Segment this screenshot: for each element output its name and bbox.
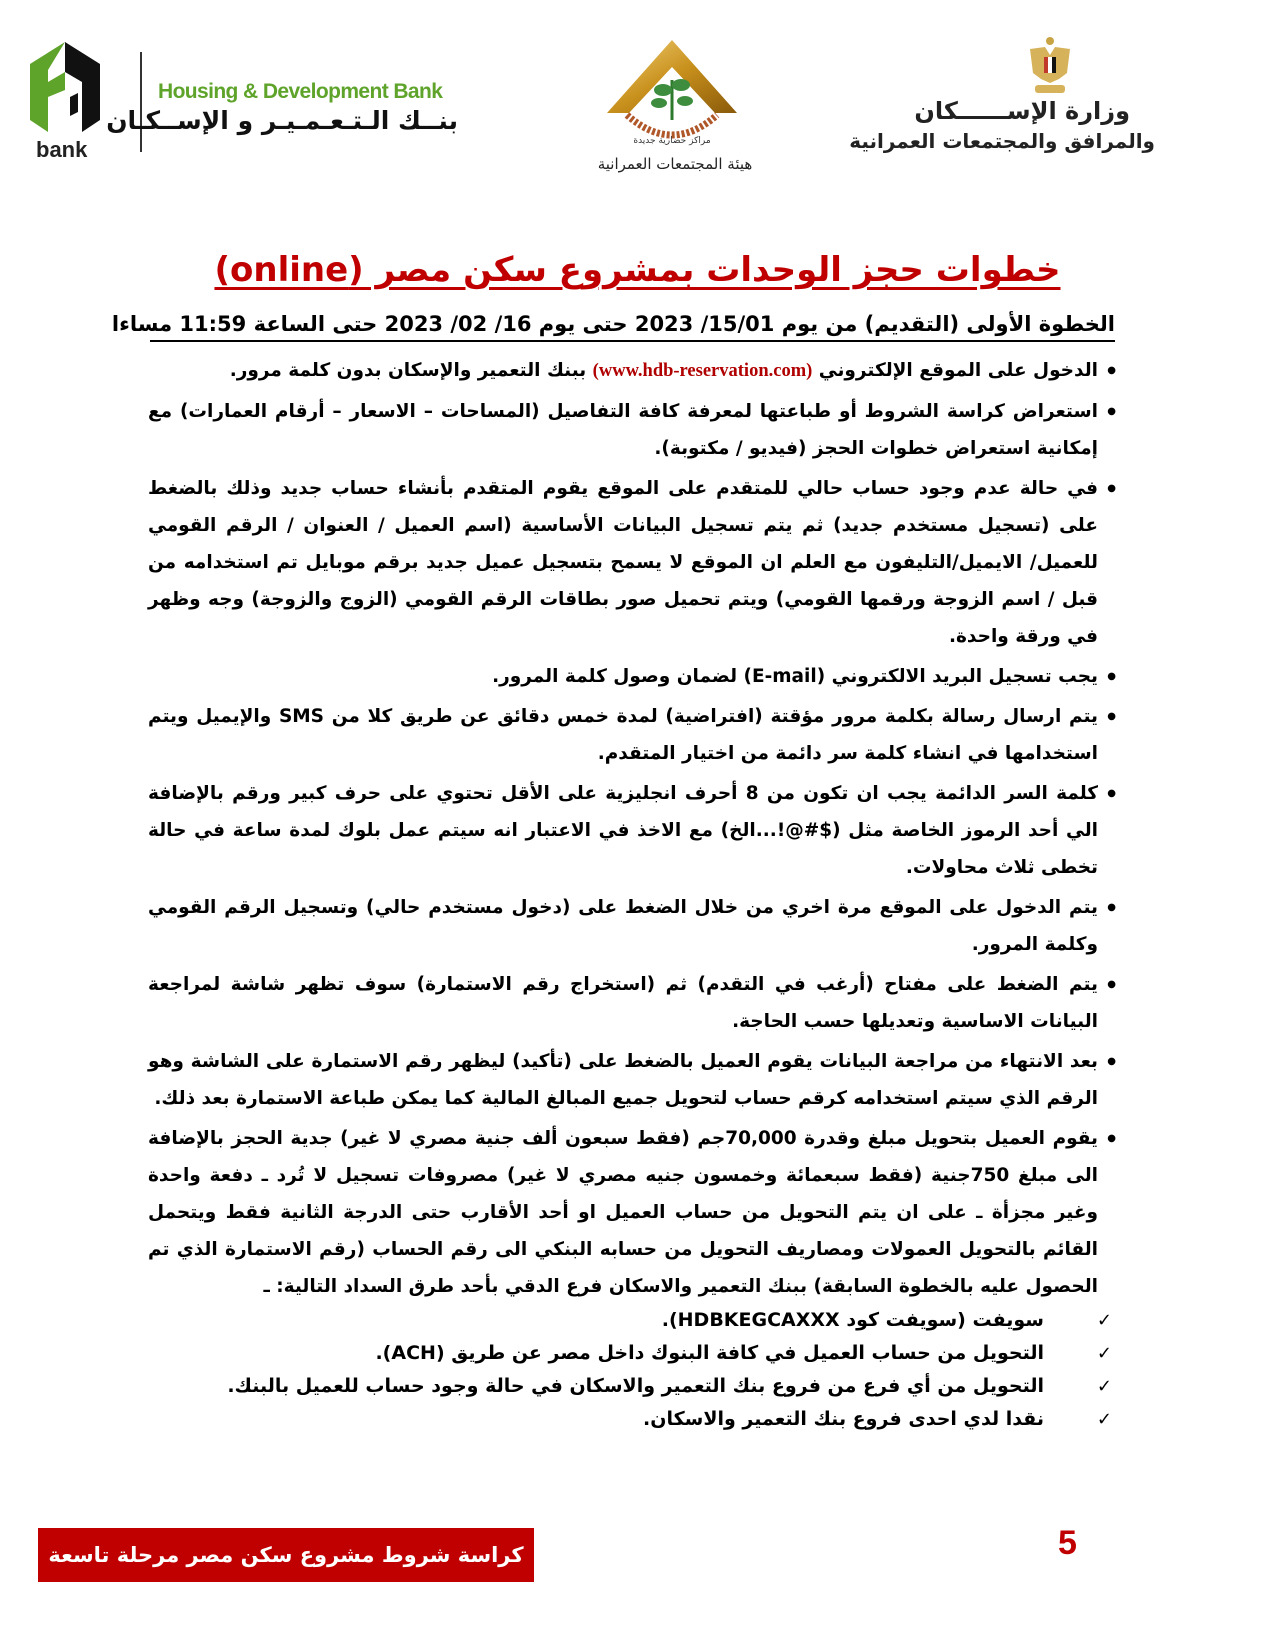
step-one-heading: الخطوة الأولى (التقديم) من يوم 15/01/ 2023 حتى يوم 16/ 02/ 2023 حتى الساعة 11:59 مساءا <box>150 309 1115 342</box>
instruction-item: ● بعد الانتهاء من مراجعة البيانات يقوم العميل بالضغط على (تأكيد) ليظهر رقم الاستمارة على الشاشة وهو الرقم الذي سيتم استخدامه كرقم حساب لتحويل جميع المبالغ المالية كما يمكن طباعة الاستمارة بعد ذلك. <box>148 1043 1116 1117</box>
instruction-item: ● الدخول على الموقع الإلكتروني (www.hdb-reservation.com) ببنك التعمير والإسكان بدون كلمة مرور. <box>148 352 1116 390</box>
logo-divider <box>140 52 142 152</box>
payment-method-item: ✓ نقدا لدي احدى فروع بنك التعمير والاسكان. <box>148 1403 1116 1436</box>
instructions <box>148 352 1116 1436</box>
hdb-logo <box>30 42 458 162</box>
instruction-list <box>148 352 1116 1305</box>
hdb-bank-label: bank <box>36 137 88 162</box>
instruction-item: ● يتم الضغط على مفتاح (أرغب في التقدم) ثم (استخراج رقم الاستمارة) سوف تظهر شاشة لمراجعة البيانات الاساسية وتعديلها حسب الحاجة. <box>148 966 1116 1040</box>
instruction-item: ● كلمة السر الدائمة يجب ان تكون من 8 أحرف انجليزية على الأقل تحتوي على حرف كبير ورقم بالإضافة الي أحد الرموز الخاصة مثل ($#@!...الخ) مع الاخذ في الاعتبار انه سيتم عمل بلوك لمدة ساعة في حالة تخطى ثلاث محاولات. <box>148 775 1116 886</box>
page-title-text: خطوات حجز الوحدات بمشروع سكن مصر (online) <box>214 250 1061 290</box>
page-title <box>0 250 1275 290</box>
nuca-logo <box>575 30 775 190</box>
instruction-item: ● في حالة عدم وجود حساب حالي للمتقدم على الموقع يقوم المتقدم بأنشاء حساب جديد وذلك بالضغط على (تسجيل مستخدم جديد) ثم يتم تسجيل البيانات الأساسية (اسم العميل / العنوان / الرقم القومي للعميل/ الايميل/التليفون مع العلم ان الموقع لا يسمح بتسجيل عميل جديد برقم موبايل تم استخدامه من قبل / اسم الزوجة ورقمها القومي) ويتم تحميل صور بطاقات الرقم القومي (الزوج والزوجة) وجه وظهر في ورقة واحدة. <box>148 470 1116 655</box>
payment-method-item: ✓ التحويل من أي فرع من فروع بنك التعمير والاسكان في حالة وجود حساب للعميل بالبنك. <box>148 1370 1116 1403</box>
instruction-item: ● يجب تسجيل البريد الالكتروني (E-mail) لضمان وصول كلمة المرور. <box>148 658 1116 695</box>
instruction-item: ● يتم الدخول على الموقع مرة اخري من خلال الضغط على (دخول مستخدم حالي) وتسجيل الرقم القومي وكلمة المرور. <box>148 889 1116 963</box>
hdb-name-en: Housing & Development Bank <box>158 80 443 103</box>
payment-methods-list <box>148 1304 1116 1436</box>
svg-text:مراكز حضارية جديدة: مراكز حضارية جديدة <box>633 136 711 146</box>
ministry-name-line2: والمرافق والمجتمعات العمرانية <box>849 129 1155 153</box>
nuca-emblem-icon <box>597 35 747 150</box>
page-number: 5 <box>1058 1524 1077 1562</box>
check-icon: ✓ <box>1096 1409 1112 1430</box>
ministry-logo <box>849 25 1200 165</box>
hdb-house-icon <box>30 42 100 142</box>
footer-banner <box>38 1528 534 1582</box>
egypt-eagle-icon <box>1025 35 1075 97</box>
check-icon: ✓ <box>1096 1376 1112 1397</box>
instruction-item: ● استعراض كراسة الشروط أو طباعتها لمعرفة كافة التفاصيل (المساحات – الاسعار – أرقام العمارات) مع إمكانية استعراض خطوات الحجز (فيديو / مكتوبة). <box>148 393 1116 467</box>
reservation-website-link[interactable]: (www.hdb-reservation.com) <box>592 361 813 381</box>
check-icon: ✓ <box>1096 1310 1112 1331</box>
ministry-name-line1: وزارة الإســــــكان <box>914 97 1130 125</box>
instruction-item: ● يقوم العميل بتحويل مبلغ وقدرة 70,000جم (فقط سبعون ألف جنية مصري لا غير) جدية الحجز بالإضافة الى مبلغ 750جنية (فقط سبعمائة وخمسون جنيه مصري لا غير) مصروفات تسجيل لا تُرد ـ دفعة واحدة وغير مجزأة ـ على ان يتم التحويل من حساب العميل او أحد الأقارب حتى الدرجة الثانية فقط ويتحمل القائم بالتحويل العمولات ومصاريف التحويل من حسابه البنكي الى رقم الحساب (رقم الاستمارة الذي تم الحصول عليه بالخطوة السابقة) ببنك التعمير والاسكان فرع الدقي بأحد طرق السداد التالية: ـ <box>148 1120 1116 1305</box>
nuca-name: هيئة المجتمعات العمرانية <box>597 155 753 173</box>
check-icon: ✓ <box>1096 1343 1112 1364</box>
payment-method-item: ✓ سويفت (سويفت كود HDBKEGCAXXX). <box>148 1304 1116 1337</box>
footer-banner-text: كراسة شروط مشروع سكن مصر مرحلة تاسعة <box>48 1543 524 1567</box>
instruction-item: ● يتم ارسال رسالة بكلمة مرور مؤقتة (افتراضية) لمدة خمس دقائق عن طريق كلا من SMS والإيميل ويتم استخدامها في انشاء كلمة سر دائمة من اختيار المتقدم. <box>148 698 1116 772</box>
payment-method-item: ✓ التحويل من حساب العميل في كافة البنوك داخل مصر عن طريق (ACH). <box>148 1337 1116 1370</box>
hdb-name-ar: بنــك الـتـعـمـيـر و الإســكـان <box>106 106 458 135</box>
